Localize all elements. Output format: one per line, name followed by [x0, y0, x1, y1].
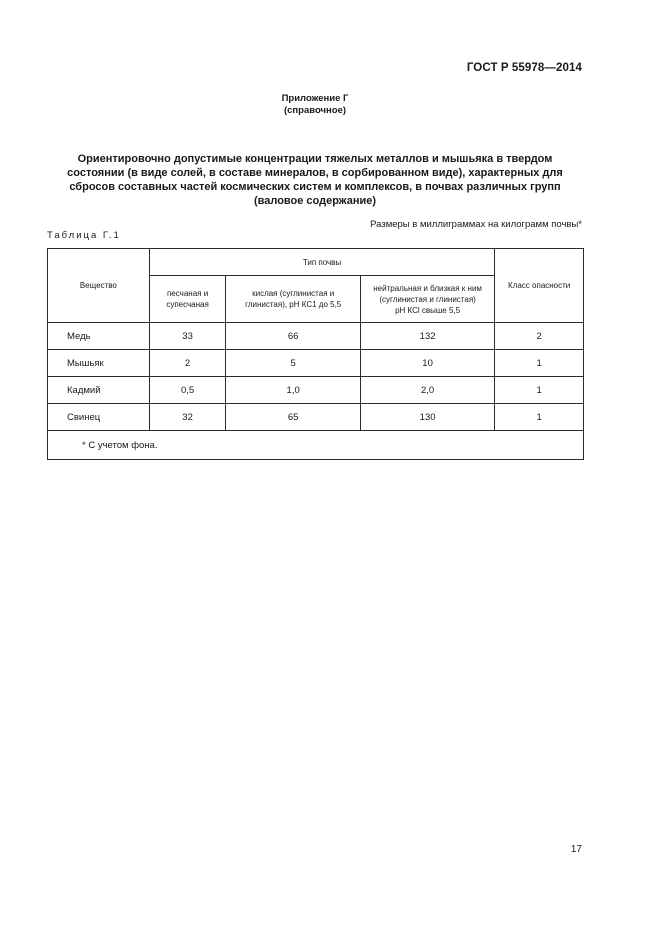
annex-heading: [0, 93, 630, 117]
header-acidic: [226, 276, 360, 323]
header-sandy: [149, 276, 226, 323]
document-title-line: (валовое содержание): [253, 195, 377, 207]
cell-neutral: 132: [360, 323, 494, 350]
table-row: [48, 350, 584, 377]
cell-sandy: 2: [149, 350, 226, 377]
document-title-line: сбросов составных частей космических систем и комплексов, в почвах различных групп: [69, 181, 561, 193]
cell-acidic: 65: [226, 404, 360, 431]
header-sandy-line: песчаная и: [166, 289, 209, 299]
header-acidic-line: кислая (суглинистая и: [252, 289, 335, 299]
cell-neutral: 2,0: [360, 377, 494, 404]
header-neutral-line: нейтральная и близкая к ним: [373, 283, 482, 293]
cell-substance: Свинец: [48, 404, 150, 431]
table-footnote: * С учетом фона.: [48, 431, 584, 460]
document-title: [58, 152, 572, 208]
header-hazard-class: Класс опасности: [495, 249, 584, 323]
page-number: 17: [570, 844, 582, 855]
standard-code: ГОСТ Р 55978—2014: [466, 62, 582, 74]
annex-title: Приложение Г: [281, 93, 349, 104]
cell-neutral: 130: [360, 404, 494, 431]
cell-hazard: 1: [495, 350, 584, 377]
cell-sandy: 32: [149, 404, 226, 431]
table-row: [48, 377, 584, 404]
cell-sandy: 0,5: [149, 377, 226, 404]
document-title-line: Ориентировочно допустимые концентрации тяжелых металлов и мышьяка в твердом: [77, 153, 553, 165]
header-substance: Вещество: [48, 249, 150, 323]
cell-substance: Медь: [48, 323, 150, 350]
cell-hazard: 1: [495, 377, 584, 404]
concentration-table: [47, 248, 584, 460]
header-neutral-line: (суглинистая и глинистая): [379, 294, 476, 304]
table-row: [48, 323, 584, 350]
header-neutral-line: рН КСl свыше 5,5: [395, 305, 461, 315]
cell-substance: Кадмий: [48, 377, 150, 404]
header-sandy-line: супесчаная: [166, 300, 209, 310]
header-neutral: [360, 276, 494, 323]
units-note: Размеры в миллиграммах на килограмм почвы*: [370, 219, 582, 230]
annex-subtitle: (справочное): [283, 105, 347, 116]
table-row: [48, 404, 584, 431]
table-header-row: [48, 249, 584, 276]
cell-hazard: 2: [495, 323, 584, 350]
cell-substance: Мышьяк: [48, 350, 150, 377]
cell-acidic: 66: [226, 323, 360, 350]
cell-sandy: 33: [149, 323, 226, 350]
cell-acidic: 1,0: [226, 377, 360, 404]
table-footnote-row: [48, 431, 584, 460]
cell-neutral: 10: [360, 350, 494, 377]
header-soil-type: Тип почвы: [149, 249, 495, 276]
cell-acidic: 5: [226, 350, 360, 377]
document-title-line: состоянии (в виде солей, в составе минералов, в сорбированном виде), характерных для: [67, 167, 563, 179]
cell-hazard: 1: [495, 404, 584, 431]
table-caption: Таблица Г.1: [47, 230, 121, 241]
header-acidic-line: глинистая), рН КС1 до 5,5: [245, 300, 342, 310]
